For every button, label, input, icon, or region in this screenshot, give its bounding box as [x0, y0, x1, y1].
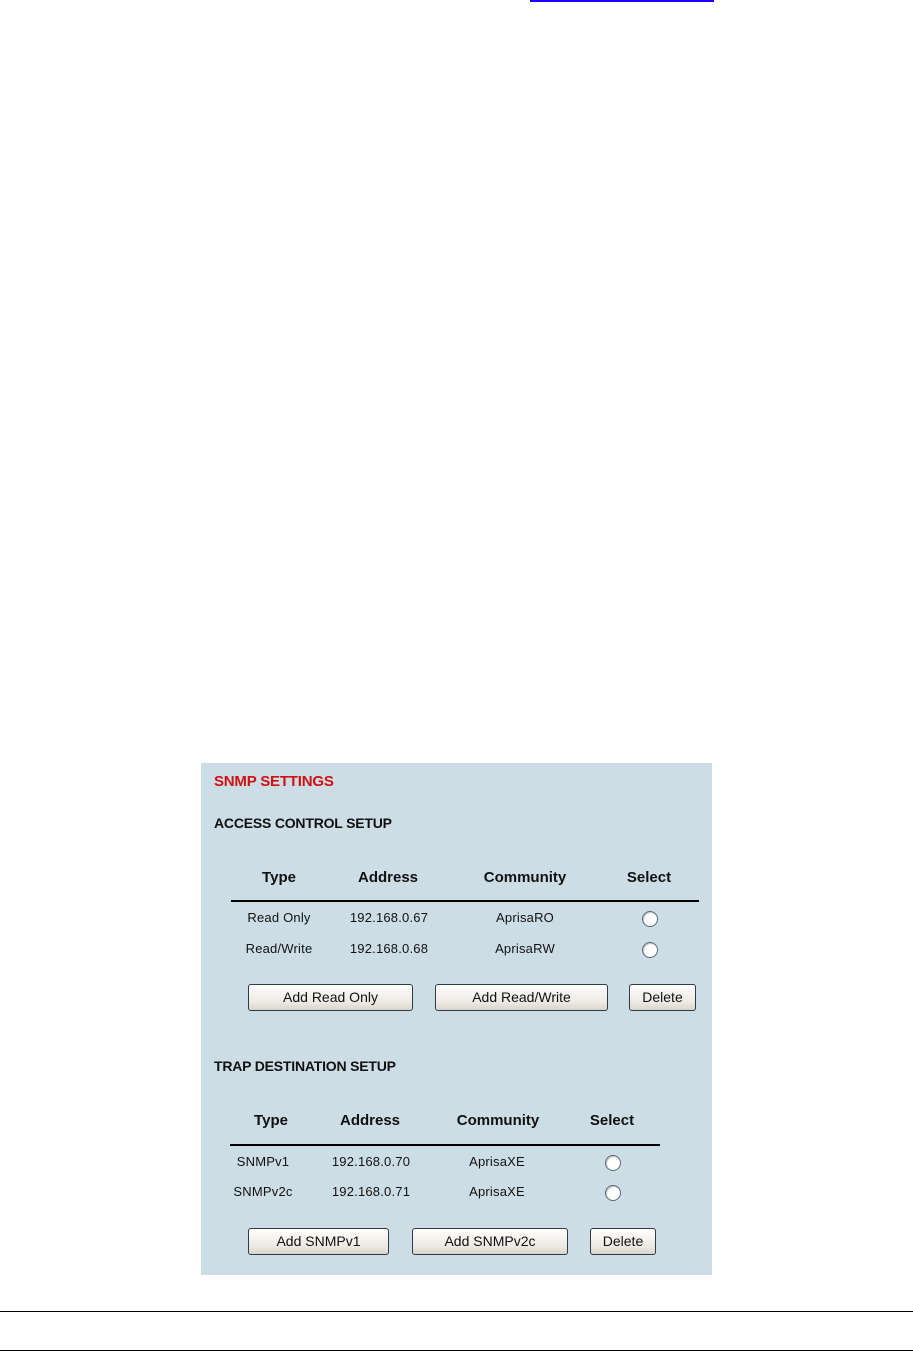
footer-rule-top	[0, 1311, 913, 1312]
access-control-title: ACCESS CONTROL SETUP	[214, 815, 392, 831]
trap-col-type: Type	[254, 1112, 288, 1129]
access-col-address: Address	[357, 869, 419, 886]
access-row-community: AprisaRW	[495, 941, 555, 956]
trap-row-community: AprisaXE	[469, 1154, 525, 1169]
access-delete-button[interactable]: Delete	[629, 984, 696, 1011]
access-row-type: Read Only	[247, 910, 311, 925]
trap-col-community: Community	[456, 1112, 540, 1129]
add-read-write-button[interactable]: Add Read/Write	[435, 984, 608, 1011]
access-row-type: Read/Write	[245, 941, 313, 956]
hyperlink-underline[interactable]	[530, 0, 714, 2]
trap-row-address: 192.168.0.71	[331, 1184, 411, 1199]
access-row-select-radio[interactable]	[642, 911, 658, 927]
access-row-address: 192.168.0.67	[349, 910, 429, 925]
access-row-select-radio[interactable]	[642, 942, 658, 958]
trap-destination-title: TRAP DESTINATION SETUP	[214, 1058, 396, 1074]
access-row-community: AprisaRO	[496, 910, 554, 925]
add-snmpv2c-button[interactable]: Add SNMPv2c	[412, 1228, 568, 1255]
access-row-address: 192.168.0.68	[349, 941, 429, 956]
trap-row-select-radio[interactable]	[605, 1155, 621, 1171]
trap-header-rule	[230, 1144, 660, 1146]
access-col-select: Select	[626, 869, 672, 886]
add-read-only-button[interactable]: Add Read Only	[248, 984, 413, 1011]
snmp-settings-panel	[201, 763, 712, 1275]
panel-title: SNMP SETTINGS	[214, 773, 334, 790]
trap-row-type: SNMPv2c	[233, 1184, 293, 1199]
trap-row-select-radio[interactable]	[605, 1185, 621, 1201]
trap-row-address: 192.168.0.70	[331, 1154, 411, 1169]
access-col-community: Community	[483, 869, 567, 886]
access-header-rule	[231, 900, 699, 902]
trap-delete-button[interactable]: Delete	[590, 1228, 656, 1255]
trap-col-select: Select	[589, 1112, 635, 1129]
trap-col-address: Address	[339, 1112, 401, 1129]
access-col-type: Type	[262, 869, 296, 886]
add-snmpv1-button[interactable]: Add SNMPv1	[248, 1228, 389, 1255]
trap-row-community: AprisaXE	[469, 1184, 525, 1199]
trap-row-type: SNMPv1	[236, 1154, 290, 1169]
footer-rule-bottom	[0, 1350, 913, 1351]
